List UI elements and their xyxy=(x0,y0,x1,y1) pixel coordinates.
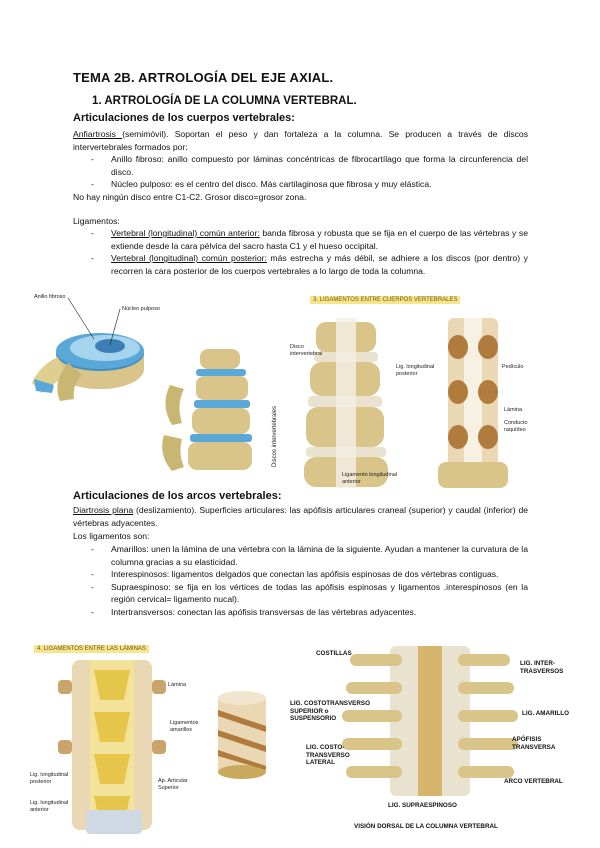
banner-fig4: 4. LIGAMENTOS ENTRE LAS LÁMINAS xyxy=(34,645,149,653)
label-lamina: Lámina xyxy=(504,407,523,413)
label-intertrans: LIG. INTER-TRASVERSOS xyxy=(520,660,564,675)
lig-list xyxy=(73,227,528,277)
anfiartrosis-paragraph xyxy=(73,128,528,153)
no-disc-text: No hay ningún disco entre C1-C2. Grosor disco=grosor zona. xyxy=(73,192,307,202)
list-item: - Supraespinoso: se fija en los vértices de todas las apófisis espinosas y ligamentos .interespinosos (en la región cervical= ligamento nucal). xyxy=(73,581,528,606)
ligamentos-label: Ligamentos: xyxy=(73,216,120,226)
figure-vertebral-disc xyxy=(30,293,160,405)
diartrosis-paragraph xyxy=(73,504,528,529)
list-item: - Amarillos: unen la lámina de una vértebra con la lámina de la siguiente. Ayudan a mantener la curvatura de la columna gracias a su elasticidad. xyxy=(73,543,528,568)
label-lig-post: Lig. longitudinal posterior xyxy=(30,772,69,785)
label-supraesp: LIG. SUPRAESPINOSO xyxy=(388,802,457,809)
anfiartrosis-term: Anfiartrosis xyxy=(73,129,123,139)
arco-list xyxy=(73,543,528,619)
banner-fig3: 3. LIGAMENTOS ENTRE CUERPOS VERTEBRALES xyxy=(310,296,460,304)
label-costotrans-sup: LIG. COSTOTRANSVERSO SUPERIOR o SUSPENSORIO xyxy=(290,700,371,722)
heading-cuerpos: Articulaciones de los cuerpos vertebrales: xyxy=(73,112,295,124)
cylinder-illustration xyxy=(212,690,272,780)
label-lamina: Lámina xyxy=(168,682,187,688)
figure-stacked-vertebrae xyxy=(160,345,290,475)
label-lig-ant: Lig. longitudinal anterior xyxy=(30,800,69,813)
list-item: - Intertransversos: conectan las apófisis transversas de las vértebras adyacentes. xyxy=(73,606,528,619)
label-amarillo: LIG. AMARILLO xyxy=(522,710,569,717)
label-discos-vertical: Discos intervertebrales xyxy=(272,405,278,467)
disc-list xyxy=(73,153,528,191)
ligaments-bodies-illustration xyxy=(288,312,533,492)
list-item: - Vertebral (longitudinal) común anterior: banda fibrosa y robusta que se fija en el cuerpo de las vértebras y se extiende desde la cara pélvica del sacro hasta C1 y el hueso occipital. xyxy=(73,227,528,252)
figure-dorsal-view xyxy=(290,640,590,840)
label-lig-ant: Ligamento longitudinal anterior xyxy=(342,472,398,485)
list-item: - Interespinosos: ligamentos delgados que conectan las apófisis espinosas de dos vértebras contiguas. xyxy=(73,568,528,581)
document-title: TEMA 2B. ARTROLOGÍA DEL EJE AXIAL. xyxy=(73,70,334,85)
label-amarillos: Ligamentos amarillos xyxy=(170,720,199,733)
figure-ligaments-laminae xyxy=(28,660,208,840)
label-pedicle: Pedículo xyxy=(502,364,524,370)
caption-dorsal: VISIÓN DORSAL DE LA COLUMNA VERTEBRAL xyxy=(354,823,498,830)
figure-ligaments-bodies xyxy=(288,312,533,492)
stacked-vertebrae-illustration xyxy=(160,345,290,475)
leader-lines xyxy=(30,293,160,405)
label-nucleo: Núcleo pulposo xyxy=(122,306,160,312)
anfiartrosis-text: (semimóvil). Soportan el peso y dan fortaleza a la columna. Se producen a través de discos intervertebrales formados por: xyxy=(73,129,528,152)
list-item: - Vertebral (longitudinal) común posterior: más estrecha y más débil, se adhiere a los discos (por dentro) y recorren la cara posterior de los cuerpos vertebrales a lo largo de toda la columna. xyxy=(73,252,528,277)
list-item: - Anillo fibroso: anillo compuesto por láminas concéntricas de fibrocartílago que forma la circunferencia del disco. xyxy=(73,153,528,178)
label-arco: ARCO VERTEBRAL xyxy=(504,778,563,785)
diartrosis-term: Diartrosis plana xyxy=(73,505,134,515)
label-art: Ap. Articular Superior xyxy=(158,778,188,791)
label-apofisis: APÓFISIS TRANSVERSA xyxy=(512,736,556,751)
label-costotrans-lat: LIG. COSTO-TRANSVERSO LATERAL xyxy=(306,744,350,766)
list-item: - Núcleo pulposo: es el centro del disco. Más cartilaginosa que fibrosa y muy elástica. xyxy=(73,178,528,191)
heading-arcos: Articulaciones de los arcos vertebrales: xyxy=(73,490,282,502)
label-lig-post: Lig. longitudinal posterior xyxy=(396,364,435,377)
section-heading-1: 1. ARTROLOGÍA DE LA COLUMNA VERTEBRAL. xyxy=(92,95,357,107)
ligamentos-son: Los ligamentos son: xyxy=(73,531,150,541)
label-anillo: Anillo fibroso xyxy=(34,294,66,300)
figure-cylinder xyxy=(212,690,272,780)
label-disco: Disco intervertebral xyxy=(290,344,323,357)
diartrosis-text: (deslizamiento). Superficies articulares: las apófisis articulares craneal (superior) y caudal (inferior) de vértebras adyacentes. xyxy=(73,505,529,528)
label-conducto: Conducto raquídeo xyxy=(504,420,528,433)
label-costillas: COSTILLAS xyxy=(316,650,352,657)
